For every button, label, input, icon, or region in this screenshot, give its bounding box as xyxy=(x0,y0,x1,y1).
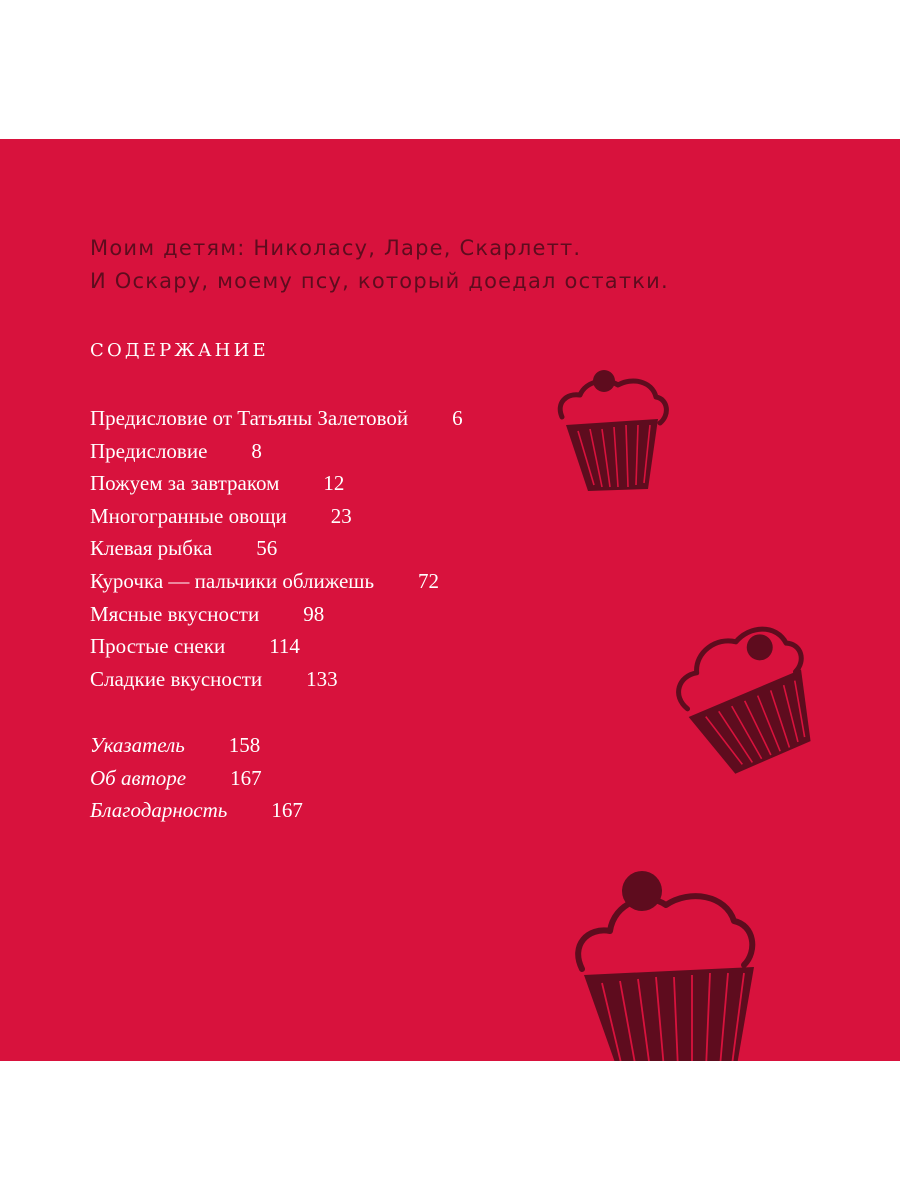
toc-entry-page: 6 xyxy=(452,406,463,430)
toc-entry[interactable] xyxy=(90,630,463,663)
toc-extra-entry[interactable] xyxy=(90,729,303,762)
dedication xyxy=(90,232,669,298)
toc-entry-title: Клевая рыбка xyxy=(90,536,213,561)
toc-entry-page: 98 xyxy=(303,601,325,626)
toc-entry-page: 56 xyxy=(256,536,278,561)
cupcake-icon xyxy=(566,861,776,1061)
toc-entry-page: 72 xyxy=(418,568,440,593)
toc-entry[interactable] xyxy=(90,435,463,468)
red-panel xyxy=(0,139,900,1061)
toc-entry[interactable] xyxy=(90,532,463,565)
toc-entry[interactable] xyxy=(90,598,463,631)
toc-entry[interactable] xyxy=(90,402,463,435)
toc-extra-title: Об авторе xyxy=(90,765,187,790)
toc-entry-page: 133 xyxy=(306,666,338,691)
cupcake-icon xyxy=(552,367,674,495)
toc-extra-page: 167 xyxy=(271,798,303,823)
toc-list xyxy=(90,402,463,695)
toc-extra-page: 167 xyxy=(230,765,262,790)
toc-entry-title: Многогранные овощи xyxy=(90,503,287,528)
toc-extra-page: 158 xyxy=(228,733,261,757)
toc-extra-entry[interactable] xyxy=(90,762,303,795)
toc-entry-title: Сладкие вкусности xyxy=(90,666,263,691)
dedication-line-1: Моим детям: Николасу, Ларе, Скарлетт. xyxy=(90,236,582,260)
toc-entry-title: Пожуем за завтраком xyxy=(90,471,280,496)
cupcake-icon xyxy=(656,611,830,777)
toc-entry[interactable] xyxy=(90,467,463,500)
toc-entry[interactable] xyxy=(90,663,463,696)
toc-entry-title: Предисловие xyxy=(90,438,208,463)
toc-entry-page: 23 xyxy=(330,503,352,528)
toc-entry[interactable] xyxy=(90,500,463,533)
toc-entry-title: Предисловие от Татьяны Залетовой xyxy=(90,406,409,430)
toc-extra-list xyxy=(90,729,303,827)
toc-entry-page: 12 xyxy=(323,471,345,496)
toc-heading: СОДЕРЖАНИЕ xyxy=(90,340,269,361)
toc-entry[interactable] xyxy=(90,565,463,598)
toc-extra-title: Указатель xyxy=(90,733,185,757)
toc-entry-title: Простые снеки xyxy=(90,634,226,659)
toc-entry-page: 8 xyxy=(251,438,262,463)
toc-extra-entry[interactable] xyxy=(90,794,303,827)
toc-entry-title: Курочка — пальчики оближешь xyxy=(90,568,375,593)
toc-entry-title: Мясные вкусности xyxy=(90,601,260,626)
toc-entry-page: 114 xyxy=(269,634,300,659)
toc-extra-title: Благодарность xyxy=(90,798,228,823)
dedication-line-2: И Оскару, моему псу, который доедал остатки. xyxy=(90,269,669,293)
